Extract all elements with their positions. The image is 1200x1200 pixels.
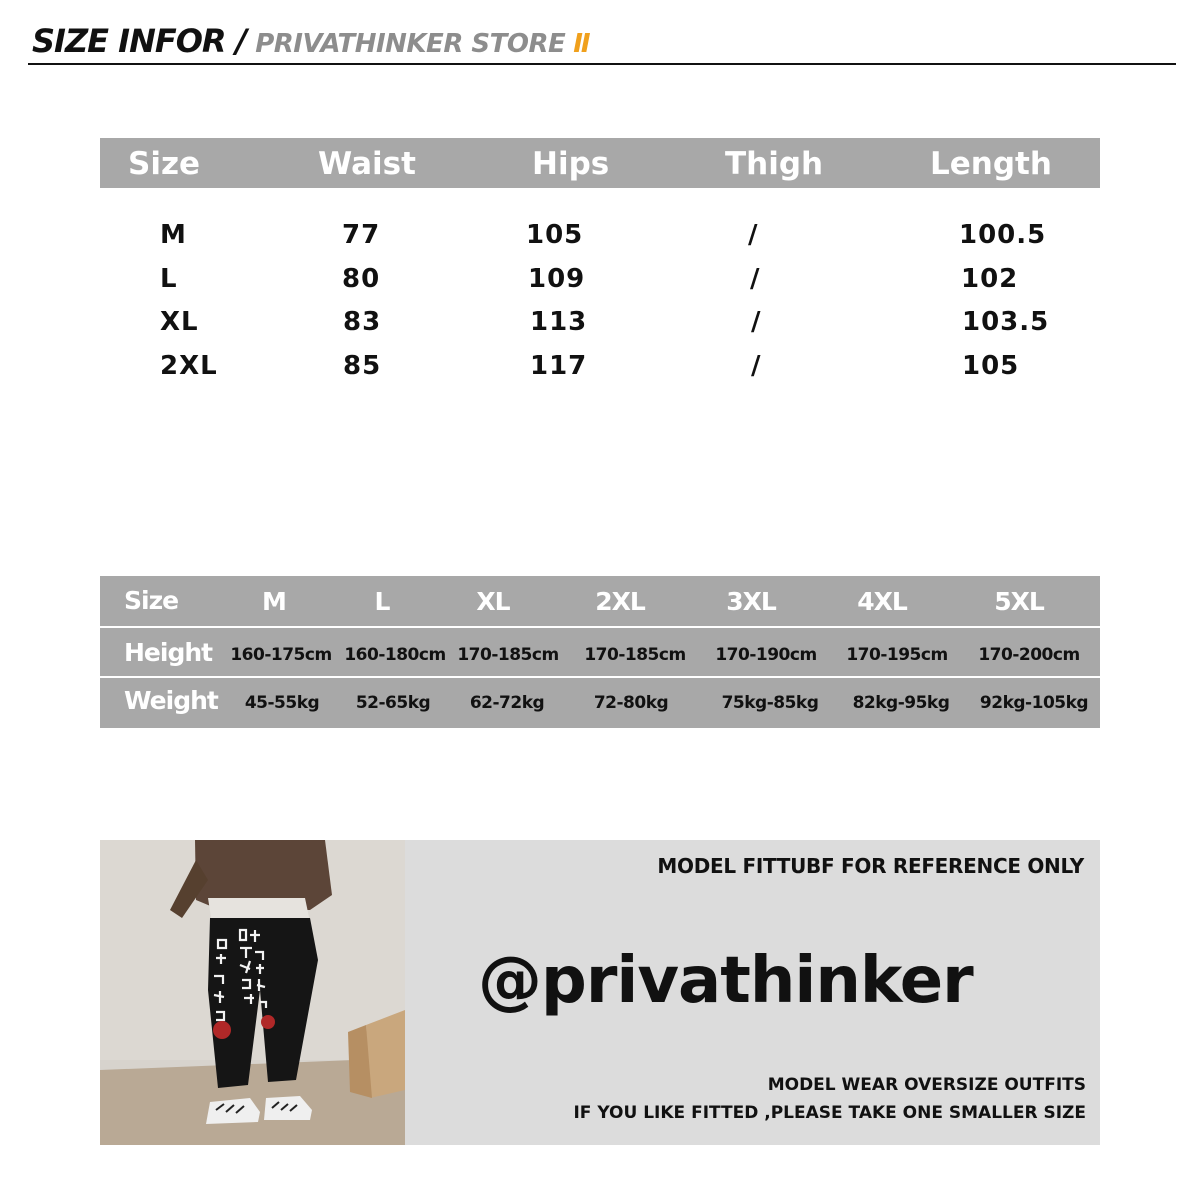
cell-length: 102: [961, 264, 1019, 294]
size-advice-note: IF YOU LIKE FITTED ,PLEASE TAKE ONE SMALLER SIZE: [573, 1103, 1086, 1123]
fit-size-cell: XL: [476, 587, 510, 616]
cell-thigh: /: [748, 220, 759, 250]
cell-waist: 77: [342, 220, 381, 250]
model-photo: [100, 840, 405, 1145]
cell-size: L: [160, 264, 178, 294]
fit-weight-cell: 75kg-85kg: [721, 693, 819, 713]
cell-thigh: /: [750, 264, 761, 294]
cell-thigh: /: [751, 351, 762, 381]
reference-note: MODEL FITTUBF FOR REFERENCE ONLY: [657, 854, 1084, 878]
cell-hips: 113: [530, 307, 588, 337]
col-length: Length: [930, 146, 1052, 182]
fit-height-cell: 160-180cm: [344, 645, 446, 665]
col-hips: Hips: [532, 146, 610, 182]
table-row: [100, 346, 1100, 386]
cell-waist: 80: [342, 264, 381, 294]
fit-size-cell: 4XL: [857, 587, 907, 616]
fit-height-cell: 170-195cm: [846, 645, 948, 665]
fit-size-cell: M: [262, 587, 286, 616]
fit-height-cell: 170-190cm: [715, 645, 817, 665]
fit-weight-cell: 45-55kg: [244, 693, 320, 713]
store-name: PRIVATHINKER STORE: [255, 29, 566, 59]
fit-height-cell: 160-175cm: [230, 645, 332, 665]
cell-length: 105: [962, 351, 1020, 381]
cell-size: 2XL: [160, 351, 218, 381]
page-title: SIZE INFOR: [32, 22, 226, 60]
size-table-header: [100, 138, 1100, 188]
fit-weight-cell: 62-72kg: [469, 693, 545, 713]
fit-height-label: Height: [124, 638, 213, 667]
cell-waist: 85: [343, 351, 382, 381]
accent-bars: II: [573, 29, 589, 59]
fit-height-cell: 170-185cm: [457, 645, 559, 665]
cell-hips: 109: [528, 264, 586, 294]
col-size: Size: [128, 146, 201, 182]
fit-weight-label: Weight: [124, 686, 218, 715]
fit-table: [100, 576, 1100, 728]
fit-height-row: [100, 628, 1100, 678]
cell-thigh: /: [751, 307, 762, 337]
table-row: [100, 259, 1100, 299]
fit-size-cell: 3XL: [726, 587, 776, 616]
cell-size: M: [160, 220, 187, 250]
fit-size-label: Size: [124, 586, 179, 615]
cell-hips: 105: [526, 220, 584, 250]
oversize-note: MODEL WEAR OVERSIZE OUTFITS: [767, 1075, 1086, 1095]
fit-weight-cell: 92kg-105kg: [979, 693, 1089, 713]
cell-length: 103.5: [962, 307, 1050, 337]
model-panel: [100, 840, 1100, 1145]
page-header: [32, 22, 589, 62]
table-row: [100, 302, 1100, 342]
fit-weight-row: [100, 676, 1100, 726]
fit-height-cell: 170-185cm: [584, 645, 686, 665]
col-waist: Waist: [318, 146, 416, 182]
col-thigh: Thigh: [725, 146, 824, 182]
fit-weight-cell: 72-80kg: [593, 693, 669, 713]
fit-size-row: [100, 576, 1100, 626]
cell-waist: 83: [343, 307, 382, 337]
title-separator: /: [235, 22, 248, 60]
fit-size-cell: 5XL: [994, 587, 1044, 616]
fit-weight-cell: 82kg-95kg: [852, 693, 950, 713]
fit-weight-cell: 52-65kg: [355, 693, 431, 713]
cell-size: XL: [160, 307, 199, 337]
table-row: [100, 215, 1100, 255]
cell-hips: 117: [530, 351, 588, 381]
fit-height-cell: 170-200cm: [978, 645, 1080, 665]
header-rule: [28, 63, 1176, 65]
fit-size-cell: L: [374, 587, 390, 616]
store-handle: @privathinker: [478, 944, 973, 1018]
fit-size-cell: 2XL: [595, 587, 645, 616]
cell-length: 100.5: [959, 220, 1047, 250]
